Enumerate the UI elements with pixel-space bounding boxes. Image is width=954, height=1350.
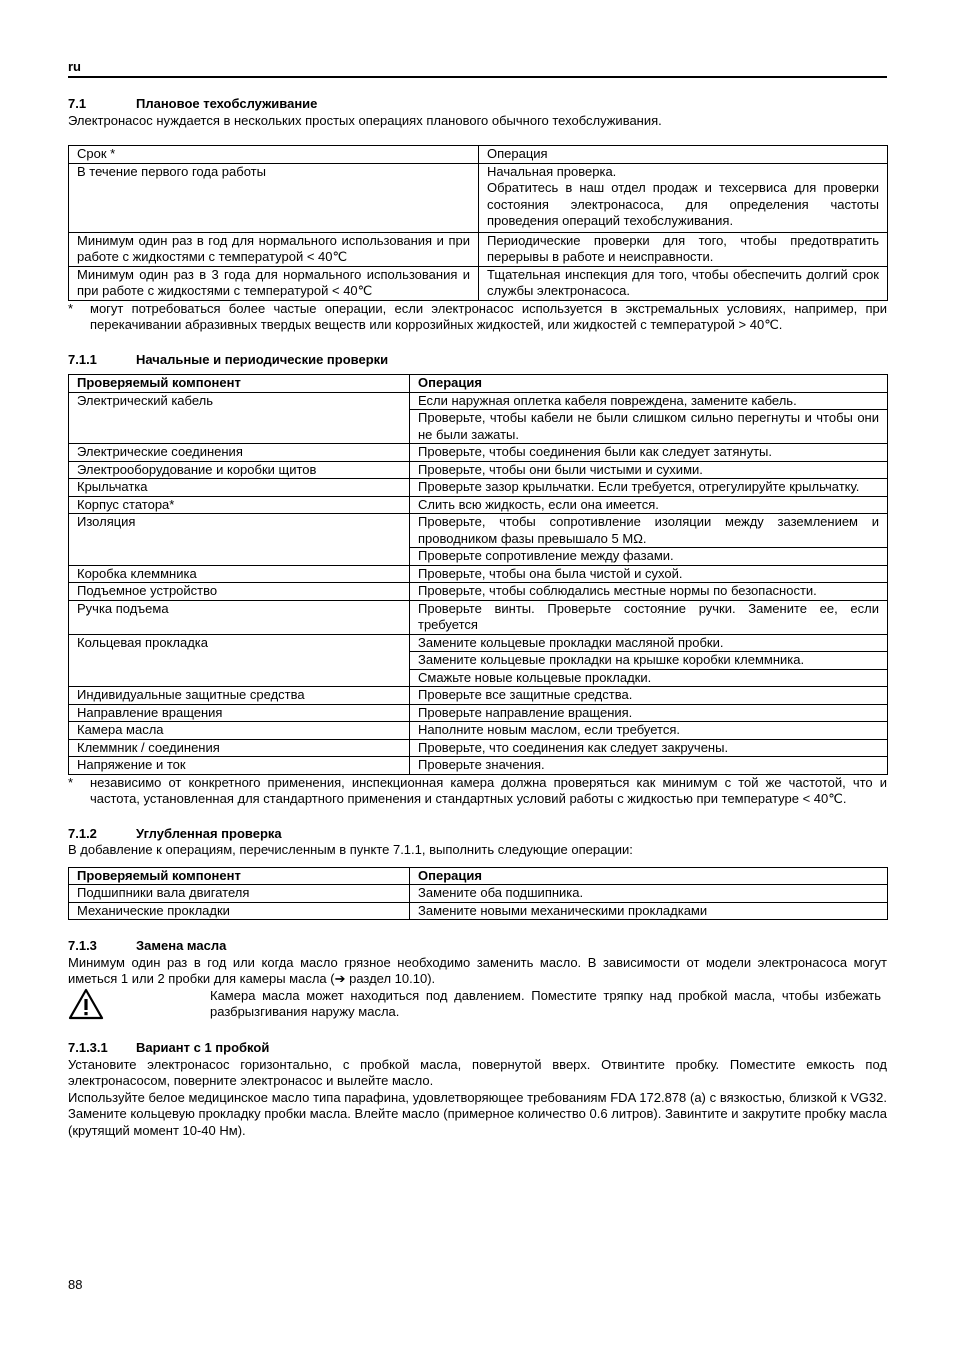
table-cell: Тщательная инспекция для того, чтобы обеспечить долгий срок службы электронасоса. xyxy=(479,266,888,300)
table-cell: Проверьте сопротивление между фазами. xyxy=(410,548,888,566)
table-cell: Индивидуальные защитные средства xyxy=(69,687,410,705)
table-cell: Проверьте, чтобы соединения были как следует затянуты. xyxy=(410,444,888,462)
paragraph: Используйте белое медицинское масло типа парафина, удовлетворяющее требованиям FDA 172.878 (a) с вязкостью, близкой к VG32. Замените кольцевую прокладку пробки масла. Влейте масло (примерное количество 0.6 литров). Завинтите и закрутите пробку масла (крутящий момент 10-40 Нм). xyxy=(68,1089,887,1138)
header-cell: Операция xyxy=(479,146,888,164)
content xyxy=(68,96,887,1139)
footnote xyxy=(68,775,887,808)
cell-line: Начальная проверка. xyxy=(487,163,617,179)
table-cell: Механические прокладки xyxy=(69,902,410,920)
table-cell: Смажьте новые кольцевые прокладки. xyxy=(410,669,888,687)
table-header-row xyxy=(69,146,888,164)
table-row xyxy=(69,722,888,740)
header-cell: Срок * xyxy=(69,146,479,164)
table-cell: Замените оба подшипника. xyxy=(410,885,888,903)
section-title: Углубленная проверка xyxy=(136,825,282,841)
table-row xyxy=(69,266,888,300)
maintenance-schedule-table xyxy=(68,145,888,301)
table-cell: Проверьте винты. Проверьте состояние ручки. Замените ее, если требуется xyxy=(410,600,888,634)
section-title: Вариант с 1 пробкой xyxy=(136,1040,270,1055)
table-row xyxy=(69,757,888,775)
table-row xyxy=(69,444,888,462)
table-row xyxy=(69,565,888,583)
page-number: 88 xyxy=(68,1277,83,1292)
table-cell: Напряжение и ток xyxy=(69,757,410,775)
section-number: 7.1.3 xyxy=(68,938,97,953)
table-cell: Проверьте значения. xyxy=(410,757,888,775)
table-row xyxy=(69,479,888,497)
table-cell: Камера масла xyxy=(69,722,410,740)
table-row xyxy=(69,704,888,722)
table-row xyxy=(69,163,888,232)
warning-icon xyxy=(68,988,210,1025)
table-cell: Проверьте, чтобы сопротивление изоляции между заземлением и проводником фазы превышало 5 MΩ. xyxy=(410,514,888,548)
footnote xyxy=(68,301,887,334)
table-cell: Подшипники вала двигателя xyxy=(69,885,410,903)
table-cell: В течение первого года работы xyxy=(69,163,479,232)
table-cell: Проверьте, чтобы соблюдались местные нормы по безопасности. xyxy=(410,583,888,601)
table-cell: Замените кольцевые прокладки на крышке коробки клеммника. xyxy=(410,652,888,670)
table-cell: Если наружная оплетка кабеля повреждена, замените кабель. xyxy=(410,392,888,410)
table-header-row xyxy=(69,375,888,393)
table-row xyxy=(69,739,888,757)
section-heading-7-1 xyxy=(68,96,887,113)
table-row xyxy=(69,634,888,652)
table-cell: Проверьте, чтобы она была чистой и сухой. xyxy=(410,565,888,583)
table-row xyxy=(69,392,888,410)
section-intro: В добавление к операциям, перечисленным в пункте 7.1.1, выполнить следующие операции: xyxy=(68,842,633,857)
table-row xyxy=(69,885,888,903)
section-title: Плановое техобслуживание xyxy=(136,96,318,111)
table-row xyxy=(69,514,888,548)
table-cell: Проверьте, что соединения как следует закручены. xyxy=(410,739,888,757)
table-row xyxy=(69,687,888,705)
section-text: Минимум один раз в год или когда масло грязное необходимо заменить масло. В зависимости от модели электронасоса могут иметься 1 или 2 пробки для камеры масла (➔ раздел 10.10). xyxy=(68,954,887,986)
table-row xyxy=(69,232,888,266)
footnote-text: независимо от конкретного применения, инспекционная камера должна проверяться как минимум с той же частотой, что и частота, установленная для стандартного применения и стандартных условий работы с жидкостью при температуре < 40℃. xyxy=(90,774,887,806)
section-number: 7.1.2 xyxy=(68,825,97,841)
table-cell: Направление вращения xyxy=(69,704,410,722)
table-header-row xyxy=(69,867,888,885)
table-cell: Электрический кабель xyxy=(69,392,410,444)
table-cell: Проверьте, чтобы они были чистыми и сухими. xyxy=(410,461,888,479)
table-cell: Проверьте направление вращения. xyxy=(410,704,888,722)
table-cell: Проверьте, чтобы кабели не были слишком сильно перегнуты и чтобы они не были зажаты. xyxy=(410,410,888,444)
header-cell: Операция xyxy=(410,375,888,393)
section-number: 7.1.3.1 xyxy=(68,1040,108,1055)
table-cell: Кольцевая прокладка xyxy=(69,634,410,687)
table-row xyxy=(69,461,888,479)
checks-table xyxy=(68,374,888,775)
section-heading-7-1-3-1 xyxy=(68,1040,887,1057)
table-row xyxy=(69,902,888,920)
header-cell: Проверяемый компонент xyxy=(69,375,410,393)
section-number: 7.1.1 xyxy=(68,351,97,367)
section-heading-7-1-3 xyxy=(68,938,887,955)
table-cell: Корпус статора* xyxy=(69,496,410,514)
table-row xyxy=(69,583,888,601)
table-cell: Подъемное устройство xyxy=(69,583,410,601)
section-number: 7.1 xyxy=(68,96,87,111)
table-cell: Замените новыми механическими прокладками xyxy=(410,902,888,920)
table-cell: Замените кольцевые прокладки масляной пробки. xyxy=(410,634,888,652)
table-cell: Проверьте зазор крыльчатки. Если требуется, отрегулируйте крыльчатку. xyxy=(410,479,888,497)
table-cell: Ручка подъема xyxy=(69,600,410,634)
section-title: Начальные и периодические проверки xyxy=(136,351,389,367)
table-cell: Электрооборудование и коробки щитов xyxy=(69,461,410,479)
header-cell: Проверяемый компонент xyxy=(69,867,410,885)
header-rule xyxy=(68,76,887,78)
deep-inspection-table xyxy=(68,867,888,921)
table-row xyxy=(69,600,888,634)
warning-block xyxy=(68,988,887,1025)
table-cell: Клеммник / соединения xyxy=(69,739,410,757)
cell-line: Обратитесь в наш отдел продаж и техсервиса для проверки состояния электронасоса, для определения частоты проведения операций техобслуживания. xyxy=(487,180,879,228)
table-cell: Электрические соединения xyxy=(69,444,410,462)
table-cell: Коробка клеммника xyxy=(69,565,410,583)
table-cell: Изоляция xyxy=(69,514,410,566)
table-cell: Крыльчатка xyxy=(69,479,410,497)
table-cell: Проверьте все защитные средства. xyxy=(410,687,888,705)
table-cell: Периодические проверки для того, чтобы предотвратить перерывы в работе и неисправности. xyxy=(479,232,888,266)
section-intro: Электронасос нуждается в нескольких простых операциях планового обычного техобслуживания. xyxy=(68,112,662,128)
table-cell xyxy=(479,163,888,232)
footnote-mark: * xyxy=(68,300,74,316)
warning-text: Камера масла может находиться под давлением. Поместите тряпку над пробкой масла, чтобы избежать разбрызгивания наружу масла. xyxy=(210,987,881,1019)
section-heading-7-1-1 xyxy=(68,352,887,369)
table-cell: Слить всю жидкость, если она имеется. xyxy=(410,496,888,514)
paragraph: Установите электронасос горизонтально, с пробкой масла, повернутой вверх. Отвинтите пробку. Поместите емкость под электронасосом, поверните электронасос и вылейте масло. xyxy=(68,1056,887,1088)
section-heading-7-1-2 xyxy=(68,826,887,843)
table-cell: Наполните новым маслом, если требуется. xyxy=(410,722,888,740)
table-cell: Минимум один раз в 3 года для нормального использования и при работе с жидкостями с температурой < 40℃ xyxy=(69,266,479,300)
footnote-text: могут потребоваться более частые операции, если электронасос используется в экстремальных условиях, например, при перекачивании абразивных твердых веществ или коррозийных жидкостей, или жидкостей с температурой > 40℃. xyxy=(90,300,887,332)
section-title: Замена масла xyxy=(136,938,227,953)
table-row xyxy=(69,496,888,514)
header-cell: Операция xyxy=(410,867,888,885)
footnote-mark: * xyxy=(68,774,74,790)
table-cell: Минимум один раз в год для нормального использования и при работе с жидкостями с температурой < 40℃ xyxy=(69,232,479,266)
language-code: ru xyxy=(68,59,81,74)
